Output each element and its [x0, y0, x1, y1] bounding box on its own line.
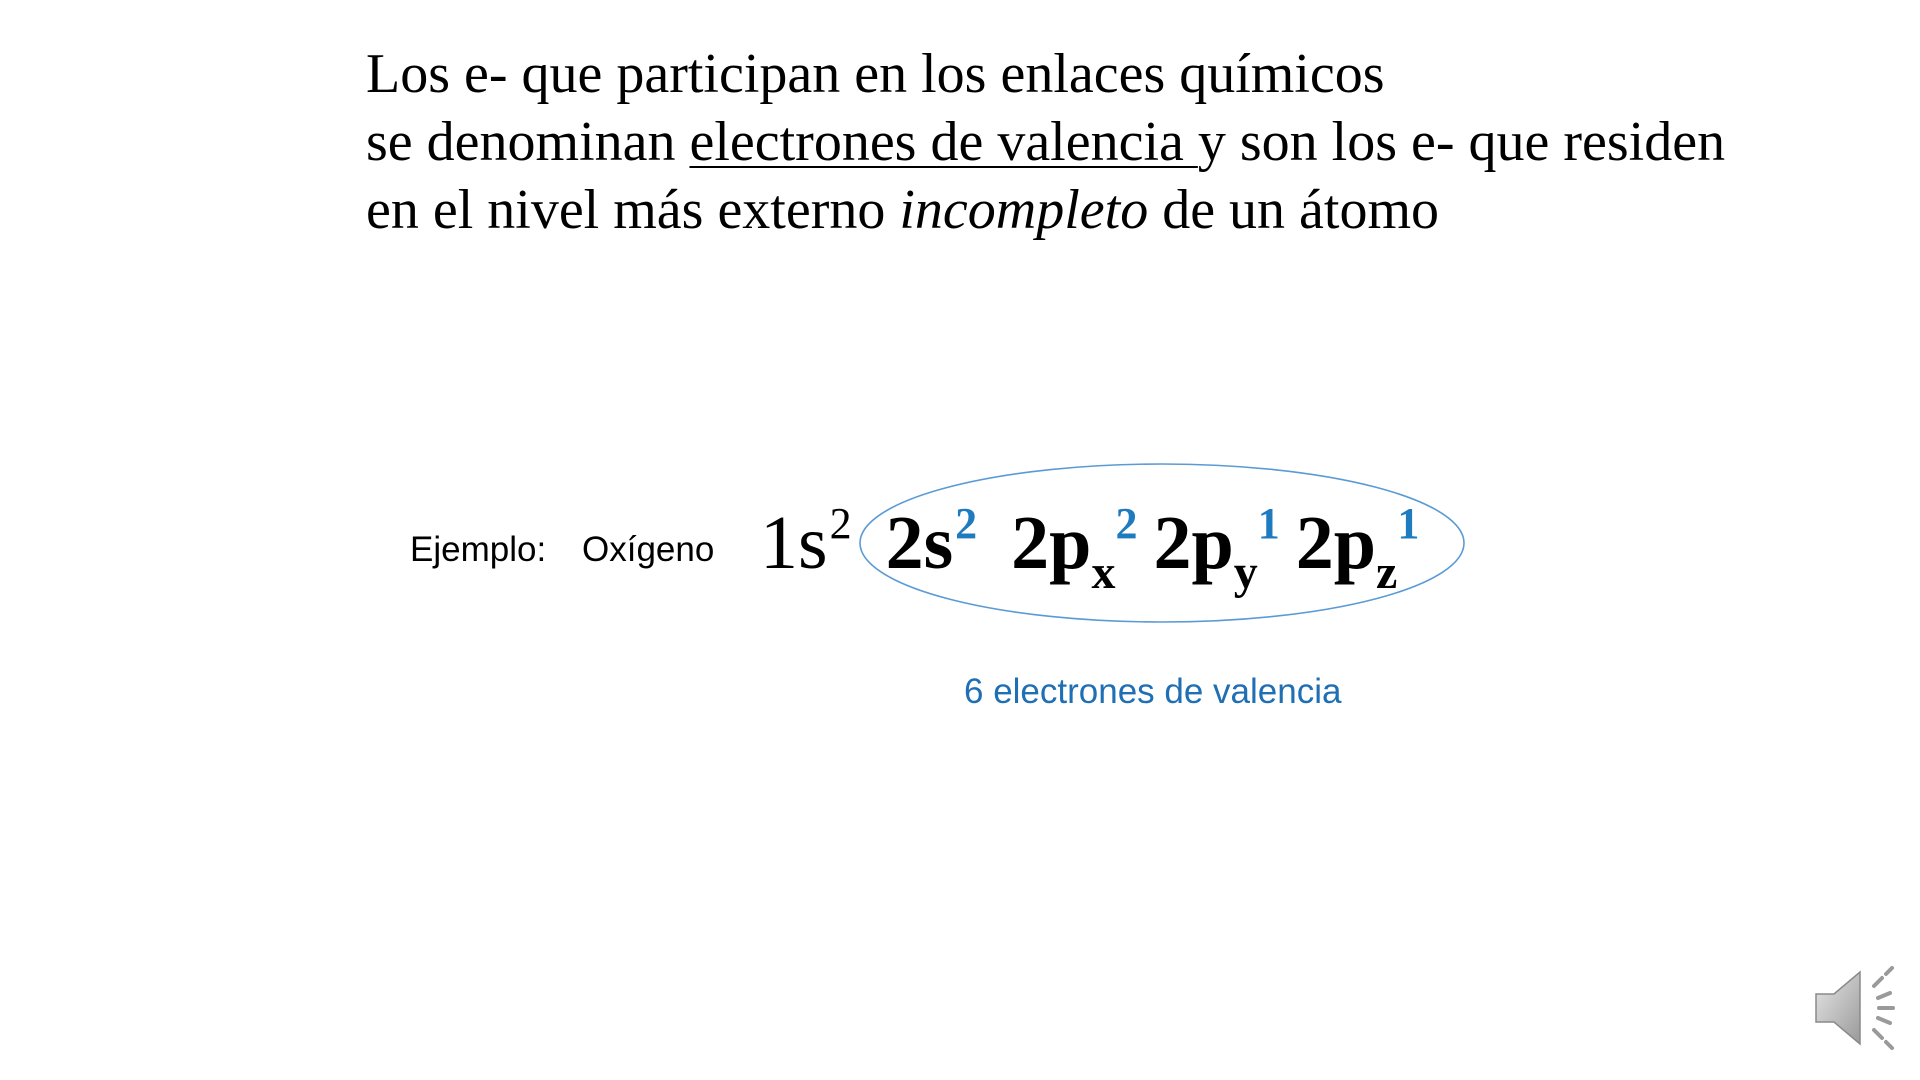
orbital-2s-electrons: 2 [955, 499, 978, 548]
orbital-2pz [1296, 498, 1420, 609]
orbital-1s-electrons: 2 [829, 499, 852, 548]
orbital-2s-label: 2s [885, 501, 954, 585]
orbital-2px [1011, 498, 1137, 609]
valence-caption: 6 electrones de valencia [964, 672, 1342, 711]
electron-configuration [760, 498, 1419, 598]
orbital-1s [760, 498, 852, 609]
intro-paragraph [366, 40, 1846, 244]
element-name: Oxígeno [582, 530, 715, 569]
valence-electrons-term: electrones de valencia [689, 111, 1198, 173]
intro-line-3-end: de un átomo [1148, 179, 1440, 241]
orbital-2px-label: 2p [1011, 501, 1092, 585]
intro-line-2-start: se denominan [366, 111, 690, 173]
orbital-2px-subscript: x [1091, 546, 1116, 599]
intro-line-3-start: en el nivel más externo [366, 179, 900, 241]
intro-line-3 [366, 176, 1846, 244]
orbital-2pz-electrons: 1 [1397, 499, 1420, 548]
orbital-2px-electrons: 2 [1115, 499, 1138, 548]
orbital-2s [886, 498, 978, 609]
intro-line-1: Los e- que participan en los enlaces químicos [366, 43, 1385, 105]
intro-line-2 [366, 108, 1846, 176]
orbital-1s-label: 1s [760, 501, 828, 585]
intro-line-2-end: y son los e- que residen [1197, 111, 1726, 173]
incomplete-term: incompleto [899, 179, 1149, 241]
example-label: Ejemplo: [410, 530, 547, 569]
orbital-2pz-label: 2p [1295, 501, 1376, 585]
orbital-2pz-subscript: z [1376, 546, 1398, 599]
orbital-2py-subscript: y [1233, 546, 1258, 599]
orbital-2py-electrons: 1 [1257, 499, 1280, 548]
speaker-icon[interactable] [1812, 962, 1912, 1054]
orbital-2py [1153, 498, 1279, 609]
orbital-2py-label: 2p [1153, 501, 1234, 585]
